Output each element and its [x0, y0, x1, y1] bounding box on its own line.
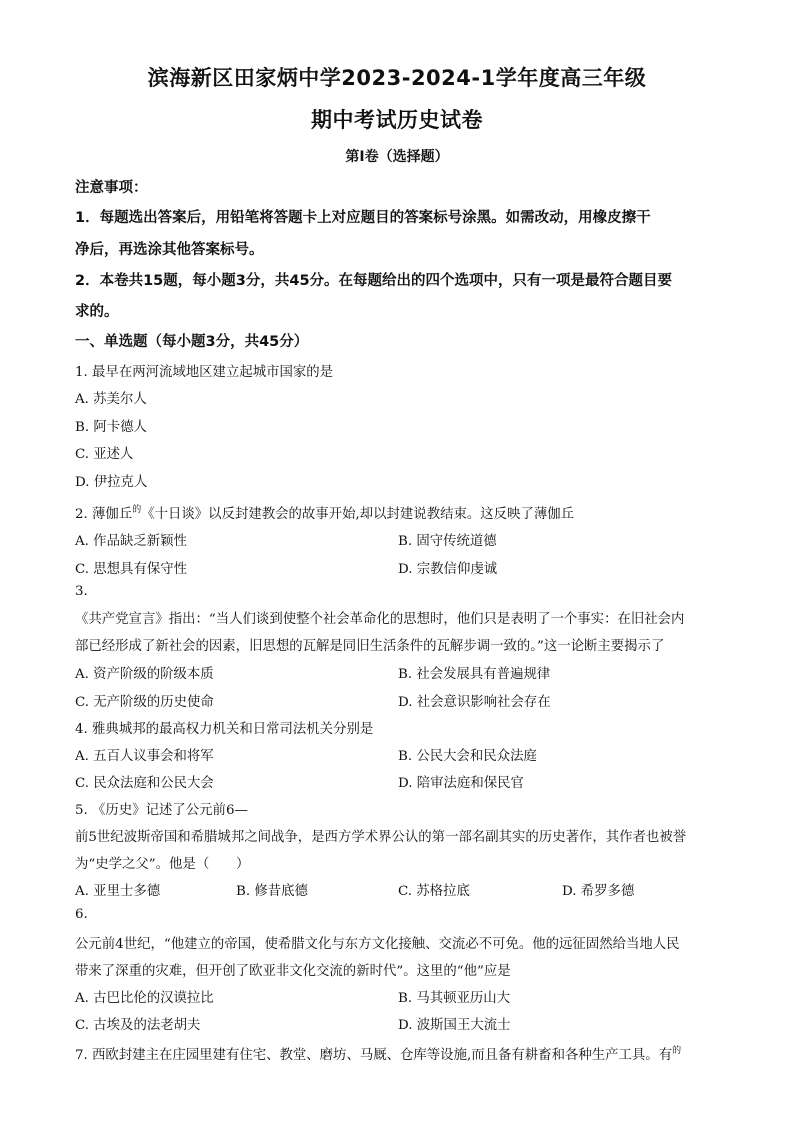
- q2-stem: [75, 502, 725, 522]
- q6-number: 6.: [75, 907, 88, 922]
- exam-title-line1: 滨海新区田家炳中学2023-2024-1学年度高三年级: [147, 66, 647, 90]
- q2-option-d: D. 宗教信仰虔诚: [398, 562, 498, 577]
- q3-stem-line1: 《共产党宣言》指出：“当人们谈到使整个社会革命化的思想时，他们只是表明了一个事实：在旧社会内: [75, 612, 685, 627]
- q2-option-a: A. 作品缺乏新颖性: [75, 534, 187, 549]
- q3-stem-line2: 部已经形成了新社会的因素，旧思想的瓦解是同旧生活条件的瓦解步调一致的。”这一论断主要揭示了: [75, 639, 665, 654]
- q4-option-a: A. 五百人议事会和将军: [75, 749, 214, 764]
- volume-heading: 第Ⅰ卷（选择题）: [345, 149, 449, 165]
- q6-stem-line1: 公元前4世纪，“他建立的帝国，使希腊文化与东方文化接触、交流必不可免。他的远征固然给当地人民: [75, 937, 680, 952]
- q3-option-d: D. 社会意识影响社会存在: [398, 695, 551, 710]
- q4-option-b: B. 公民大会和民众法庭: [398, 749, 537, 764]
- q4-option-c: C. 民众法庭和公民大会: [75, 776, 214, 791]
- exam-title-line2: 期中考试历史试卷: [311, 108, 483, 132]
- q6-option-b: B. 马其顿亚历山大: [398, 991, 511, 1006]
- q1-option-c: C. 亚述人: [75, 447, 134, 462]
- q1-option-d: D. 伊拉克人: [75, 475, 148, 490]
- q3-option-a: A. 资产阶级的阶级本质: [75, 667, 214, 682]
- q6-option-c: C. 古埃及的法老胡夫: [75, 1018, 201, 1033]
- notice-heading: 注意事项：: [75, 180, 148, 196]
- q2-option-c: C. 思想具有保守性: [75, 562, 188, 577]
- q7-stem-sup: 的: [672, 1046, 682, 1056]
- notice-item1-line1: 1．每题选出答案后，用铅笔将答题卡上对应题目的答案标号涂黑。如需改动，用橡皮擦干: [75, 210, 651, 226]
- q3-option-c: C. 无产阶级的历史使命: [75, 695, 214, 710]
- q1-stem: 1. 最早在两河流域地区建立起城市国家的是: [75, 365, 334, 380]
- q5-option-d: D. 希罗多德: [562, 884, 635, 899]
- q5-option-c: C. 苏格拉底: [398, 884, 470, 899]
- section-title: 一、单选题（每小题3分，共45分）: [75, 334, 309, 350]
- q2-option-b: B. 固守传统道德: [398, 534, 497, 549]
- q5-stem-line2: 前5世纪波斯帝国和希腊城邦之间战争，是西方学术界公认的第一部名副其实的历史著作，其作者也被誉: [75, 830, 687, 845]
- q6-stem-line2: 带来了深重的灾难，但开创了欧亚非文化交流的新时代”。这里的“他”应是: [75, 964, 511, 979]
- q3-number: 3.: [75, 584, 88, 599]
- q1-option-a: A. 苏美尔人: [75, 392, 147, 407]
- q6-option-d: D. 波斯国王大流士: [398, 1018, 511, 1033]
- q6-option-a: A. 古巴比伦的汉谟拉比: [75, 991, 214, 1006]
- q4-option-d: D. 陪审法庭和保民官: [398, 776, 524, 791]
- q1-option-b: B. 阿卡德人: [75, 420, 147, 435]
- q5-stem-line3: 为“史学之父”。他是（ ）: [75, 857, 250, 872]
- notice-item2-line1: 2．本卷共15题，每小题3分，共45分。在每题给出的四个选项中，只有一项是最符合题目要: [75, 273, 673, 289]
- q3-option-b: B. 社会发展具有普遍规律: [398, 667, 551, 682]
- q4-stem: 4. 雅典城邦的最高权力机关和日常司法机关分别是: [75, 722, 374, 737]
- q7-stem-text: 7. 西欧封建主在庄园里建有住宅、教堂、磨坊、马厩、仓库等设施,而且备有耕畜和各种生产工具。有: [75, 1048, 673, 1063]
- q2-stem-sup: 的: [132, 505, 142, 515]
- q2-stem-part2: 《十日谈》以反封建教会的故事开始,却以封建说教结束。这反映了薄伽丘: [141, 507, 574, 522]
- notice-item2-line2: 求的。: [75, 304, 119, 320]
- q5-option-a: A. 亚里士多德: [75, 884, 161, 899]
- q7-stem-line1: [75, 1043, 725, 1063]
- q5-option-b: B. 修昔底德: [236, 884, 308, 899]
- q5-stem-line1: 5. 《历史》记述了公元前6—: [75, 803, 248, 818]
- q2-stem-part1: 2. 薄伽丘: [75, 507, 133, 522]
- notice-item1-line2: 净后，再选涂其他答案标号。: [75, 242, 264, 258]
